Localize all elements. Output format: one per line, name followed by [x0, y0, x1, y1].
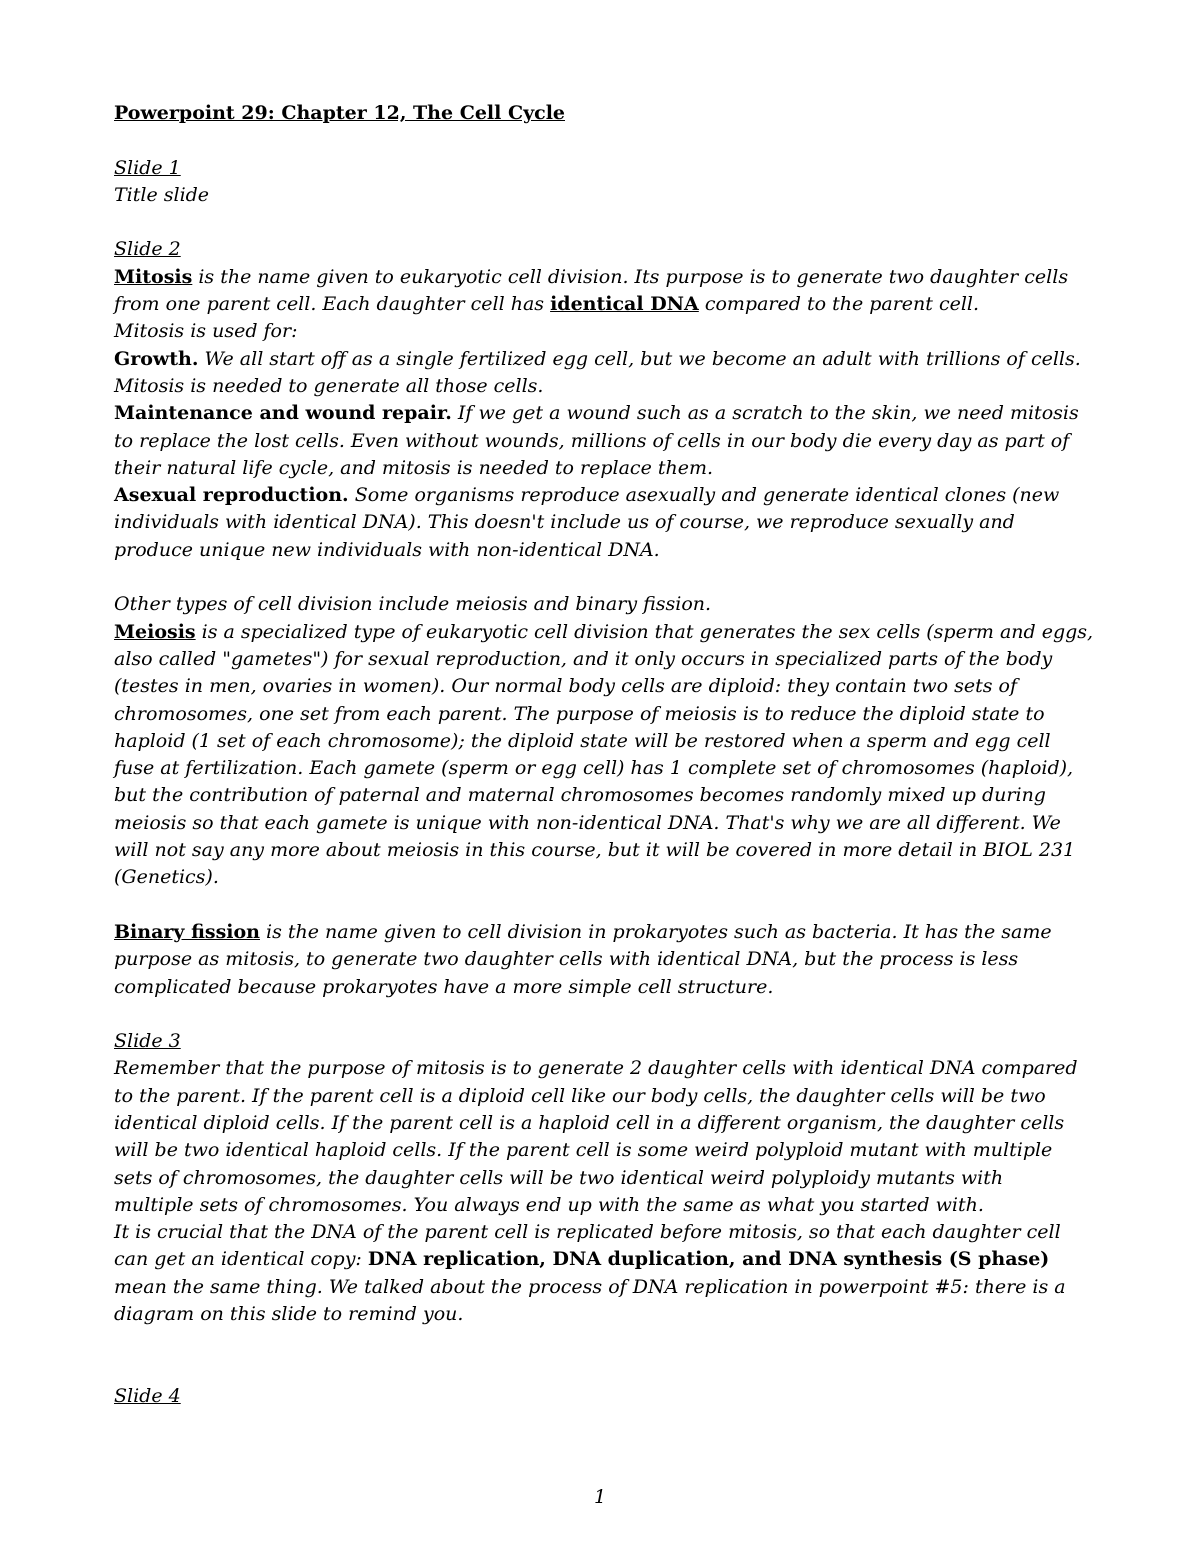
maintenance-line-1: Maintenance and wound repair. If we get a wound such as a scratch to the skin, we need mitosis	[114, 402, 1079, 425]
slide-3-line-4: will be two identical haploid cells. If the parent cell is some weird polyploid mutant with multiple	[114, 1139, 1053, 1162]
asexual-line-3: produce unique new individuals with non-identical DNA.	[114, 538, 660, 561]
maintenance-term: Maintenance and wound repair.	[114, 402, 452, 425]
meiosis-line-6: fuse at fertilization. Each gamete (sperm or egg cell) has 1 complete set of chromosomes (haploid),	[114, 757, 1074, 780]
slide-3-line-9: mean the same thing. We talked about the process of DNA replication in powerpoint #5: there is a	[114, 1275, 1066, 1298]
meiosis-line-9: will not say any more about meiosis in this course, but it will be covered in more detail in BIOL 231	[114, 839, 1076, 862]
slide-3-line-10: diagram on this slide to remind you.	[114, 1303, 464, 1326]
binary-fission-line-3: complicated because prokaryotes have a more simple cell structure.	[114, 975, 774, 998]
slide-3-line-3: identical diploid cells. If the parent cell is a haploid cell in a different organism, the daughter cells	[114, 1111, 1065, 1134]
slide-2-heading: Slide 2	[114, 238, 181, 261]
slide-3-line-7: It is crucial that the DNA of the parent cell is replicated before mitosis, so that each daughter cell	[114, 1221, 1061, 1244]
mitosis-line-1: Mitosis is the name given to eukaryotic cell division. Its purpose is to generate two daughter cells	[114, 265, 1069, 288]
other-types-line: Other types of cell division include meiosis and binary fission.	[114, 593, 712, 616]
slide-1-text: Title slide	[114, 183, 210, 206]
binary-fission-line-1: Binary fission is the name given to cell division in prokaryotes such as bacteria. It has the same	[114, 920, 1052, 943]
growth-line-1: Growth. We all start off as a single fertilized egg cell, but we become an adult with trillions of cells.	[114, 347, 1081, 370]
meiosis-line-3: (testes in men, ovaries in women). Our normal body cells are diploid: they contain two sets of	[114, 675, 1017, 698]
asexual-line-1: Asexual reproduction. Some organisms reproduce asexually and generate identical clones (new	[114, 484, 1060, 507]
growth-line-2: Mitosis is needed to generate all those cells.	[114, 374, 544, 397]
meiosis-line-5: haploid (1 set of each chromosome); the diploid state will be restored when a sperm and egg cell	[114, 729, 1051, 752]
identical-dna-term: identical DNA	[550, 293, 699, 316]
slide-3-line-2: to the parent. If the parent cell is a diploid cell like our body cells, the daughter cells will be two	[114, 1084, 1046, 1107]
maintenance-line-2: to replace the lost cells. Even without wounds, millions of cells in our body die every day as part of	[114, 429, 1070, 452]
binary-fission-term: Binary fission	[114, 920, 260, 943]
mitosis-term: Mitosis	[114, 265, 193, 288]
meiosis-line-2: also called "gametes") for sexual reproduction, and it only occurs in specialized parts of the body	[114, 647, 1053, 670]
slide-3-line-1: Remember that the purpose of mitosis is to generate 2 daughter cells with identical DNA compared	[114, 1057, 1078, 1080]
slide-3-line-6: multiple sets of chromosomes. You always end up with the same as what you started with.	[114, 1193, 984, 1216]
asexual-term: Asexual reproduction.	[114, 484, 349, 507]
dna-replication-term: DNA replication, DNA duplication, and DNA synthesis (S phase)	[367, 1248, 1050, 1271]
meiosis-line-8: meiosis so that each gamete is unique with non-identical DNA. That's why we are all different. We	[114, 811, 1061, 834]
meiosis-line-10: (Genetics).	[114, 866, 219, 889]
slide-3-line-5: sets of chromosomes, the daughter cells will be two identical weird polyploidy mutants with	[114, 1166, 1004, 1189]
mitosis-line-3: Mitosis is used for:	[114, 320, 298, 343]
slide-4-heading: Slide 4	[114, 1384, 181, 1407]
mitosis-line-2: from one parent cell. Each daughter cell has identical DNA compared to the parent cell.	[114, 293, 980, 316]
meiosis-line-1: Meiosis is a specialized type of eukaryotic cell division that generates the sex cells (sperm and eggs,	[114, 620, 1094, 643]
growth-term: Growth.	[114, 347, 199, 370]
meiosis-term: Meiosis	[114, 620, 196, 643]
slide-3-heading: Slide 3	[114, 1030, 181, 1053]
page-number: 1	[593, 1486, 607, 1508]
binary-fission-line-2: purpose as mitosis, to generate two daughter cells with identical DNA, but the process is less	[114, 948, 1019, 971]
maintenance-line-3: their natural life cycle, and mitosis is needed to replace them.	[114, 456, 714, 479]
document-title: Powerpoint 29: Chapter 12, The Cell Cycle	[114, 102, 565, 124]
document-body	[114, 100, 1094, 1410]
asexual-line-2: individuals with identical DNA). This doesn't include us of course, we reproduce sexually and	[114, 511, 1015, 534]
meiosis-line-7: but the contribution of paternal and maternal chromosomes becomes randomly mixed up during	[114, 784, 1046, 807]
slide-1-heading: Slide 1	[114, 156, 181, 179]
slide-3-line-8: can get an identical copy: DNA replication, DNA duplication, and DNA synthesis (S phase)	[114, 1248, 1050, 1271]
meiosis-line-4: chromosomes, one set from each parent. The purpose of meiosis is to reduce the diploid state to	[114, 702, 1045, 725]
